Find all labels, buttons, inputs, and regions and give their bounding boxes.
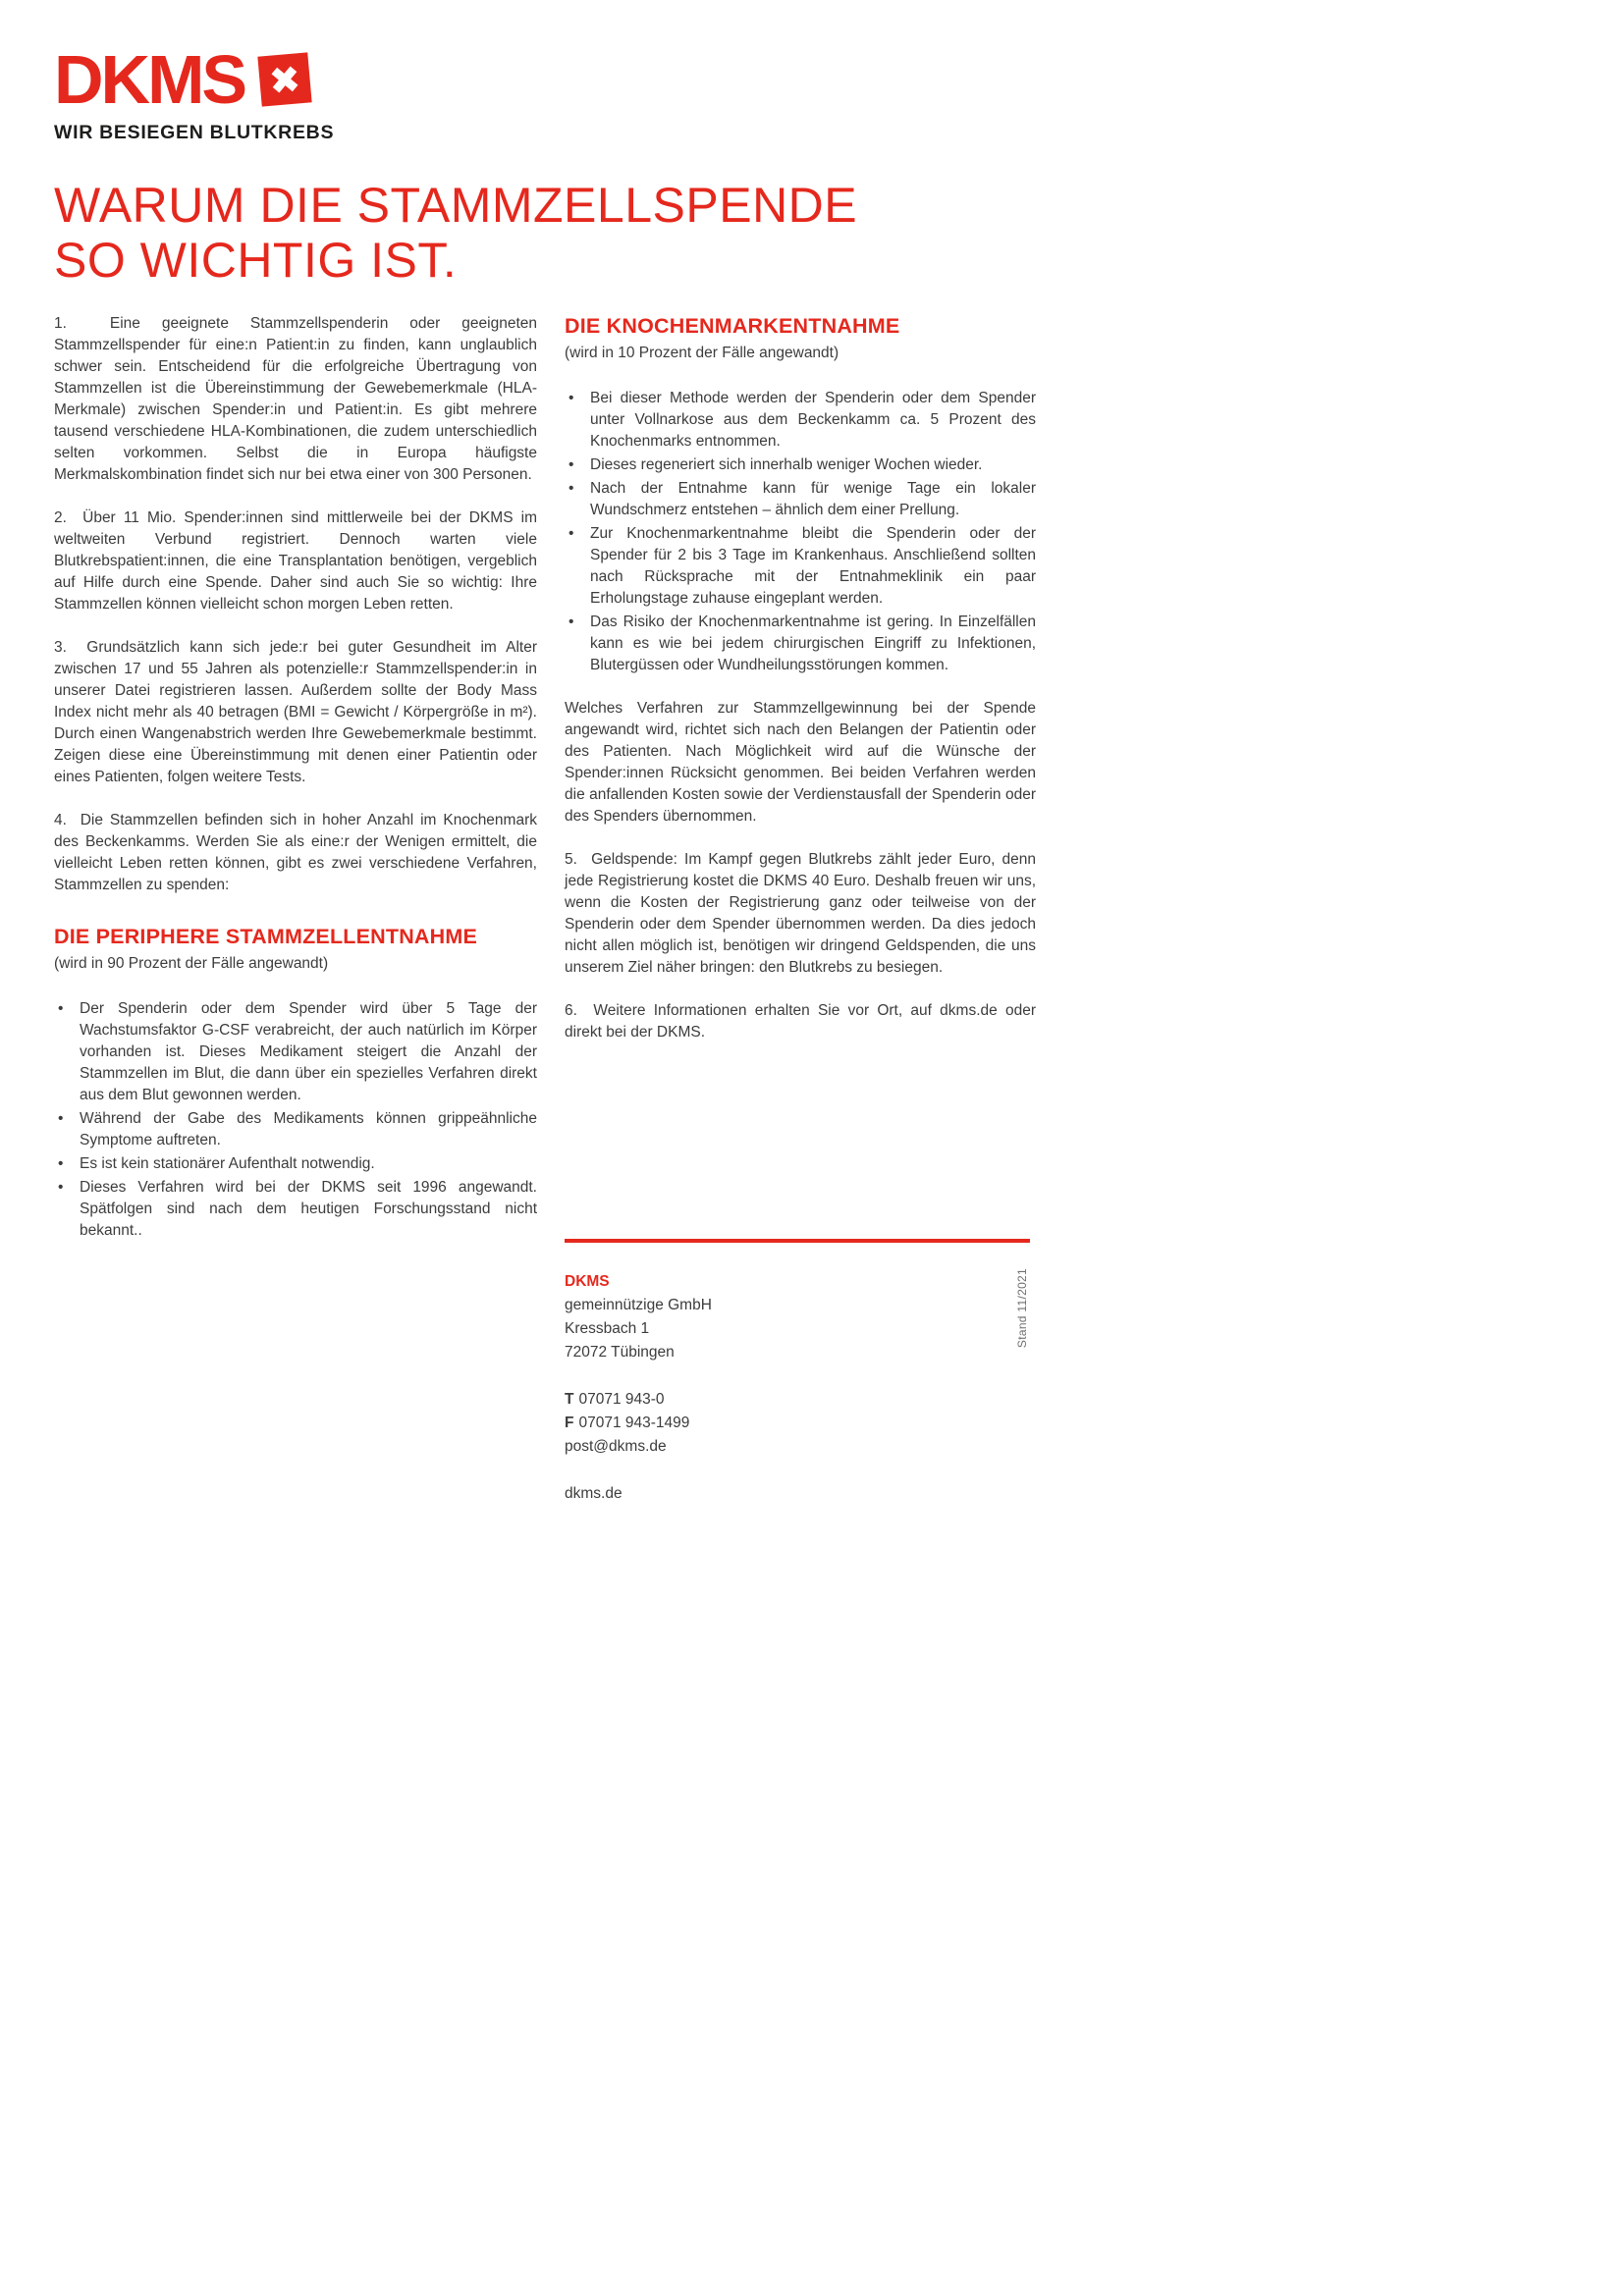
numbered-paragraph-3: 3. Grundsätzlich kann sich jede:r bei guter Gesundheit im Alter zwischen 17 und 55 Jahren als potenzielle:r Stammzellspender:in in unserer Datei registrieren lassen. Außerdem sollte der Body Mass Index nicht mehr als 40 betragen (BMI = Gewicht / Körpergröße in m²). Durch einen Wangenabstrich werden Ihre Gewebemerkmale bestimmt. Zeigen diese eine Übereinstimmung mit denen einer Patientin oder eines Patienten, folgen weitere Tests. <box>54 639 537 785</box>
phone-number: 07071 943-0 <box>578 1391 665 1408</box>
contact-block <box>565 1388 1030 1459</box>
phone-label: T <box>565 1391 574 1408</box>
numbered-paragraph-6: 6. Weitere Informationen erhalten Sie vor Ort, auf dkms.de oder direkt bei der DKMS. <box>565 1002 1036 1041</box>
dkms-x-icon <box>256 51 313 108</box>
fax-label: F <box>565 1415 574 1431</box>
version-note: Stand 11/2021 <box>1015 1268 1029 1349</box>
numbered-paragraph-5: 5. Geldspende: Im Kampf gegen Blutkrebs zählt jeder Euro, denn jede Registrierung kostet die DKMS 40 Euro. Deshalb freuen wir uns, wenn die Kosten der Registrierung ganz oder teilweise von der Spenderin oder dem Spender übernommen werden. Da dies jedoch nicht allen möglich ist, benötigen wir dringend Geldspenden, die uns unserem Ziel näher bringen: den Blutkrebs zu besiegen. <box>565 851 1036 976</box>
bullet-item: • Der Spenderin oder dem Spender wird über 5 Tage der Wachstumsfaktor G-CSF verabreicht, der auch natürlich im Körper vorhanden ist. Dieses Medikament steigert die Anzahl der Stammzellen im Blut, die dann über ein spezielles Verfahren direkt aus dem Blut gewonnen werden. <box>54 998 537 1106</box>
numbered-paragraph-1: 1. Eine geeignete Stammzellspenderin oder geeigneten Stammzellspender für eine:n Patient:in zu finden, kann unglaublich schwer sein. Entscheidend für die erfolgreiche Übertragung von Stammzellen ist die Übereinstimmung der Gewebemerkmale (HLA-Merkmale) zwischen Spender:in und Patient:in. Es gibt mehrere tausend verschiedene HLA-Kombinationen, die zudem unterschiedlich selten vorkommen. Selbst die in Europa häufigste Merkmalskombination findet sich nur bei etwa einer von 300 Personen. <box>54 315 537 483</box>
contact-footer <box>565 1239 1030 1506</box>
bullet-item: • Dieses regeneriert sich innerhalb weniger Wochen wieder. <box>565 454 1036 476</box>
left-column <box>54 313 537 1263</box>
bullet-item: • Während der Gabe des Medikaments können grippeähnliche Symptome auftreten. <box>54 1108 537 1151</box>
fax-line <box>565 1412 1030 1435</box>
org-name: DKMS <box>565 1273 610 1290</box>
bullet-list-bone-marrow <box>565 388 1036 676</box>
page-title-line-1: WARUM DIE STAMMZELLSPENDE <box>54 178 858 233</box>
bullet-list-peripheral <box>54 998 537 1242</box>
bullet-item: • Bei dieser Methode werden der Spenderin oder dem Spender unter Vollnarkose aus dem Beckenkamm ca. 5 Prozent des Knochenmarks entnommen. <box>565 388 1036 453</box>
numbered-paragraph-2: 2. Über 11 Mio. Spender:innen sind mittlerweile bei der DKMS im weltweiten Verbund registriert. Dennoch warten viele Blutkrebspatient:innen, die eine Transplantation benötigen, vergeblich auf Hilfe durch eine Spende. Daher sind auch Sie so wichtig: Ihre Stammzellen können vielleicht schon morgen Leben retten. <box>54 509 537 613</box>
section-subheading-peripheral: (wird in 90 Prozent der Fälle angewandt) <box>54 955 329 972</box>
fax-number: 07071 943-1499 <box>578 1415 690 1431</box>
procedure-choice-paragraph: Welches Verfahren zur Stammzellgewinnung bei der Spende angewandt wird, richtet sich nach den Belangen der Patientin oder des Patienten. Nach Möglichkeit wird auf die Wünsche der Spender:innen Rücksicht genommen. Bei beiden Verfahren werden die anfallenden Kosten sowie der Verdienstausfall der Spenderin oder des Spenders übernommen. <box>565 700 1036 825</box>
brand-tagline: WIR BESIEGEN BLUTKREBS <box>54 122 335 143</box>
org-city: 72072 Tübingen <box>565 1344 675 1361</box>
section-subheading-bone-marrow: (wird in 10 Prozent der Fälle angewandt) <box>565 345 839 361</box>
bullet-item: • Es ist kein stationärer Aufenthalt notwendig. <box>54 1153 537 1175</box>
dkms-wordmark: DKMS <box>54 41 245 118</box>
numbered-paragraph-4: 4. Die Stammzellen befinden sich in hoher Anzahl im Knochenmark des Beckenkamms. Werden Sie als eine:r der Wenigen ermittelt, die vielleicht Leben retten können, gibt es zwei verschiedene Verfahren, Stammzellen zu spenden: <box>54 812 537 893</box>
bullet-item: • Zur Knochenmarkentnahme bleibt die Spenderin oder der Spender für 2 bis 3 Tage im Krankenhaus. Anschließend sollten nach Rücksprache mit der Entnahmeklinik ein paar Erholungstage zuhause eingeplant werden. <box>565 523 1036 610</box>
org-street: Kressbach 1 <box>565 1320 650 1337</box>
section-heading-peripheral-donation: DIE PERIPHERE STAMMZELLENTNAHME <box>54 925 478 948</box>
dkms-logo <box>54 41 1036 118</box>
website-url: dkms.de <box>565 1485 623 1502</box>
bullet-item: • Dieses Verfahren wird bei der DKMS seit 1996 angewandt. Spätfolgen sind nach dem heutigen Forschungsstand nicht bekannt.. <box>54 1177 537 1242</box>
footer-divider <box>565 1239 1030 1243</box>
org-legal-form: gemeinnützige GmbH <box>565 1297 712 1313</box>
phone-line <box>565 1388 1030 1412</box>
brand-header <box>54 41 1036 144</box>
email-address: post@dkms.de <box>565 1438 667 1455</box>
bullet-item: • Nach der Entnahme kann für wenige Tage ein lokaler Wundschmerz entstehen – ähnlich dem einer Prellung. <box>565 478 1036 521</box>
section-heading-bone-marrow: DIE KNOCHENMARKENTNAHME <box>565 314 900 338</box>
page-title <box>54 178 1036 288</box>
right-column <box>565 313 1036 1263</box>
two-column-body <box>54 313 1036 1263</box>
bullet-item: • Das Risiko der Knochenmarkentnahme ist gering. In Einzelfällen kann es wie bei jedem chirurgischen Eingriff zu Infektionen, Blutergüssen oder Wundheilungsstörungen kommen. <box>565 612 1036 676</box>
page-title-line-2: SO WICHTIG IST. <box>54 233 458 288</box>
